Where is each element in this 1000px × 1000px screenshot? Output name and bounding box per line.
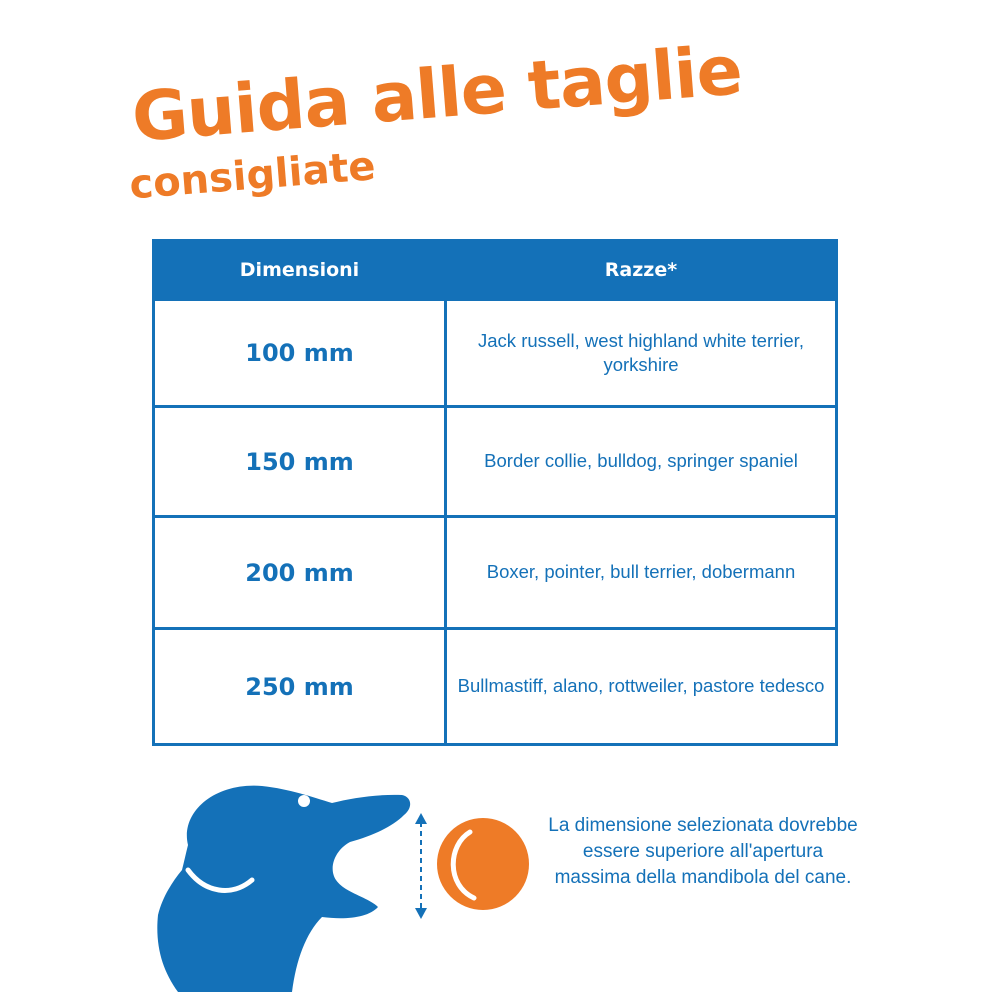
breeds-cell: Bullmastiff, alano, rottweiler, pastore tedesco [446,629,837,745]
breeds-cell: Boxer, pointer, bull terrier, dobermann [446,517,837,629]
table-row [154,517,837,629]
size-cell: 150 mm [154,407,446,517]
page-subtitle: consigliate [127,143,378,209]
dog-head-icon [157,786,410,992]
breeds-cell: Border collie, bulldog, springer spaniel [446,407,837,517]
table-row [154,300,837,407]
dog-and-ball-illustration [150,775,540,1000]
breeds-cell: Jack russell, west highland white terrier, yorkshire [446,300,837,407]
page-title: Guida alle taglie [129,31,745,158]
double-arrow-icon [415,813,427,919]
table-row [154,407,837,517]
size-cell: 100 mm [154,300,446,407]
size-guide-table [152,239,838,746]
sizing-note: La dimensione selezionata dovrebbe essere superiore all'apertura massima della mandibola del cane. [548,815,858,888]
table-header-row [154,241,837,300]
title-block [118,0,851,237]
ball-icon [437,818,529,910]
size-cell: 250 mm [154,629,446,745]
column-header-breeds: Razze* [446,241,837,300]
table-row [154,629,837,745]
column-header-dimensions: Dimensioni [154,241,446,300]
size-cell: 200 mm [154,517,446,629]
